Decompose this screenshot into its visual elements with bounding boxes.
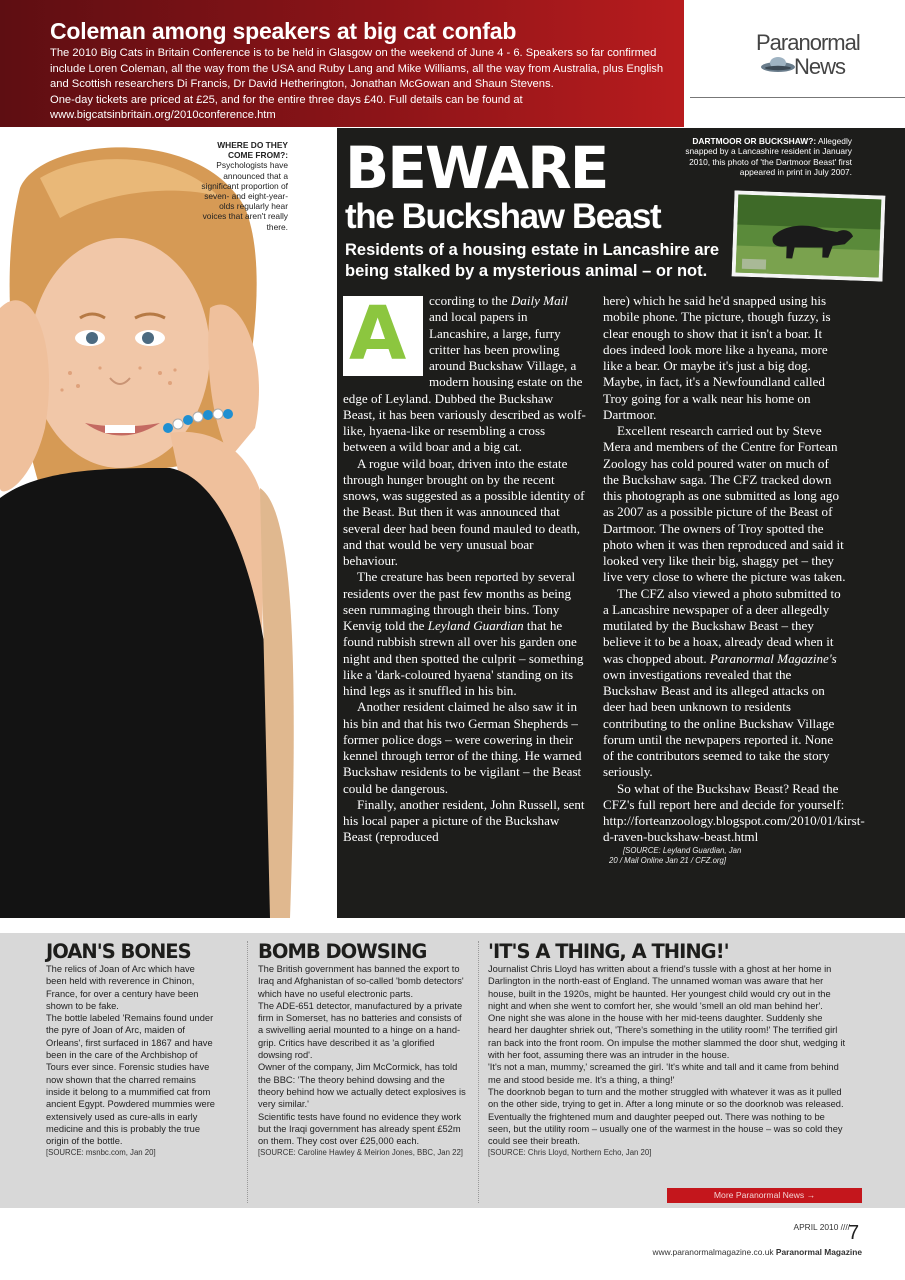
news-brief-its-a-thing <box>488 941 848 1160</box>
article-standfirst: Residents of a housing estate in Lancashire are being stalked by a mysterious animal – or not. <box>345 241 720 280</box>
top-news-banner <box>0 0 684 127</box>
brief-title: BOMB DOWSING <box>258 940 427 963</box>
dartmoor-photo-caption <box>676 136 852 178</box>
brief-body: The British government has banned the export to Iraq and Afghanistan of so-called 'bomb detectors' which have no useful electronic parts. The ADE-651 detector, manufactured by a private firm in Somerset, has no batteries and consists of a swivelling aerial mounted to a hinge on a hand-grip. Critics have described it as 'a glorified dowsing rod'. Owner of the company, Jim McCormick, has told the BBC: 'The theory behind dowsing and the theory behind how we actually detect explosives is very similar.' Scientific tests have found no evidence they work but the Iraqi government has already spent £52m on them. They cost over £25,000 each. [SOURCE: Caroline Hawley & Meirion Jones, BBC, Jan 22] <box>258 963 468 1160</box>
brief-title: 'IT'S A THING, A THING!' <box>488 940 729 963</box>
column-divider <box>478 941 479 1203</box>
footer-issue-date: APRIL 2010 //// <box>793 1222 850 1232</box>
page-number: 7 <box>848 1222 860 1244</box>
dartmoor-beast-photo <box>733 193 884 279</box>
article-paragraph: A rogue wild boar, driven into the estate through hunger brought on by the recent snows, was suggested as a possible identity of the Beast. But then it was announced that several deer had been found mauled to death, and that would be very unusual boar behaviour. <box>343 455 585 568</box>
column-divider <box>247 941 248 1203</box>
drop-cap: A <box>343 296 423 376</box>
photo-caption-heading: WHERE DO THEY COME FROM?: <box>217 140 288 161</box>
article-paragraph: The CFZ also viewed a photo submitted to a Lancashire newspaper of a deer allegedly mutilated by the Buckshaw Beast – they believe it to be a hoax, already dead when it was chopped about. Paranormal Magazine's own investigations revealed that the Buckshaw Beast and its alleged attacks on deer had been unknown to residents contributing to the online Buckshaw Village forum until the newpapers reported it. None of the contributors seemed to take the story seriously. <box>603 585 841 780</box>
article-paragraph: Finally, another resident, John Russell, sent his local paper a picture of the Buckshaw Beast (reproduced <box>343 796 585 845</box>
brief-source: [SOURCE: msnbc.com, Jan 20] <box>46 1148 156 1158</box>
brief-body: Journalist Chris Lloyd has written about a friend's tussle with a ghost at her home in Darlington in the north-east of England. The unnamed woman was aware that her house, built in the 1920s, might be haunted. Her youngest child would cry out in the night and when she went to comfort her, she would 'smell an old man behind her'. One night she was alone in the house with her mid-teens daughter. Suddenly she heard her daughter shriek out, 'There's something in the utility room!' The terrified girl ran back into the front room. On impulse the mother slammed the door shut, wedging it with her foot, assuming there was an intruder in the house. 'It's not a man, mummy,' screamed the girl. 'It's white and tall and it came from behind me and stood beside me. It's a thing, a thing!' The doorknob began to turn and the mother struggled with whatever it was as it pulled on the other side, trying to get in. After a long minute or so the doorknob was released. Eventually the frightened mum and daughter peeped out. There was nothing to be seen, but the utility room – usually one of the warmest in the house – was so cold they could see their breath. [SOURCE: Chris Lloyd, Northern Echo, Jan 20] <box>488 963 848 1160</box>
footer-magazine-name: Paranormal Magazine <box>775 1247 862 1257</box>
article-paragraph: ccording to the Daily Mail and local papers in Lancashire, a large, furry critter has been prowling around Buckshaw Village, a modern housing estate on the edge of Leyland. Dubbed the Buckshaw Beast, it has been variously described as wolf-like, hyaena-like or resembling a cross between a wild boar and a big cat. <box>343 293 586 455</box>
brief-source: [SOURCE: Caroline Hawley & Meirion Jones, BBC, Jan 22] <box>258 1148 463 1158</box>
footer-website <box>560 1247 862 1257</box>
news-brief-bomb-dowsing <box>258 941 468 1160</box>
article-paragraph: Excellent research carried out by Steve Mera and members of the Centre for Fortean Zoology has cold poured water on much of the Buckshaw saga. The CFZ tracked down this photograph as one submitted as long ago as 2007 as a possible picture of the Beast of Dartmoor. The owners of Troy spotted the photo when it was then reproduced and said it looked very like their big, shaggy pet – they live very close to where the picture was taken. <box>603 423 846 585</box>
article-paragraph: here) which he said he'd snapped using his mobile phone. The picture, though fuzzy, is clear enough to show that it isn't a boar. It does indeed look more like a hyeana, more like a bear. Or maybe it's just a big dog. Maybe, in fact, it's a Newfoundland called Troy going for a walk near his home on Dartmoor. <box>603 293 831 422</box>
article-paragraph: So what of the Buckshaw Beast? Read the CFZ's full report here and decide for yourself: http://forteanzoology.blogspot.com/2010/01/kirst-d-raven-buckshaw-beast.html[SOURCE: Leyland Guardian, Jan 20 / Mail Online Jan 21 / CFZ.org] <box>603 780 865 865</box>
news-brief-joans-bones <box>46 941 218 1160</box>
banner-text: The 2010 Big Cats in Britain Conference is to be held in Glasgow on the weekend of June 4 - 6. Speakers so far confirmed include Loren Coleman, all the way from the USA and Ruby Lang and Mike Williams, all the way from Australia, plus English and Scottish researchers Di Francis, Dr David Hetherington, Jonathan McGowan and Shaun Stevens. One-day tickets are priced at £25, and for the entire three days £40. Full details can be found at www.bigcatsinbritain.org/2010conference.htm <box>50 47 664 121</box>
article-column-2 <box>603 293 865 866</box>
article-column-1 <box>343 293 588 846</box>
dartmoor-caption-heading: DARTMOOR OR BUCKSHAW?: <box>692 136 817 146</box>
dartmoor-caption-text: Allegedly snapped by a Lancashire resident in January 2010, this photo of 'the Dartmoor Beast' first appeared in print in July 2007. <box>685 136 852 178</box>
photo-caption <box>196 140 288 232</box>
photo-caption-text: Psychologists have announced that a significant proportion of seven- and eight-year-olds regularly hear voices that aren't really there. <box>201 160 288 232</box>
banner-title: Coleman among speakers at big cat confab <box>50 18 517 44</box>
footer-url: www.paranormalmagazine.co.uk <box>652 1247 774 1257</box>
headline-beware: BEWARE <box>345 134 608 202</box>
article-paragraph: Another resident claimed he also saw it in his bin and that his two German Shepherds – former police dogs – were cowering in their kennel through terror of the thing. He warned Buckshaw residents to be vigilant – the Beast could be dangerous. <box>343 699 582 796</box>
girl-photo <box>0 128 337 918</box>
paranormal-news-logo <box>752 30 872 86</box>
brief-source: [SOURCE: Chris Lloyd, Northern Echo, Jan 20] <box>488 1148 652 1158</box>
headline-buckshaw-beast: the Buckshaw Beast <box>345 197 661 236</box>
logo-divider <box>690 97 905 98</box>
article-source-note: [SOURCE: Leyland Guardian, Jan 20 / Mail Online Jan 21 / CFZ.org] <box>609 845 742 865</box>
more-paranormal-news-link[interactable]: More Paranormal News → <box>667 1188 862 1203</box>
ufo-saucer-icon <box>760 54 796 74</box>
brief-body: The relics of Joan of Arc which have been held with reverence in Chinon, France, for over a century have been shown to be fake. The bottle labeled 'Remains found under the pyre of Joan of Arc, maiden of Orleans', first surfaced in 1867 and have been in the care of the Archbishop of Tours ever since. Forensic studies have now shown that the charred remains inside it belong to a mummified cat from ancient Egypt. Powdered mummies were extensively used as cure-alls in early medicine and this is probably the true origin of the bottle. [SOURCE: msnbc.com, Jan 20] <box>46 963 218 1160</box>
logo-line-2: News <box>794 54 846 79</box>
brief-title: JOAN'S BONES <box>46 940 191 963</box>
article-paragraph: The creature has been reported by several residents over the past few months as being seen rummaging through their bins. Tony Kenvig told the Leyland Guardian that he found rubbish strewn all over his garden one night and then spotted the culprit – something like a 'dark-coloured hyaena' standing on its hind legs as it snuffled in his bin. <box>343 569 584 698</box>
logo-line-1: Paranormal <box>756 30 860 55</box>
